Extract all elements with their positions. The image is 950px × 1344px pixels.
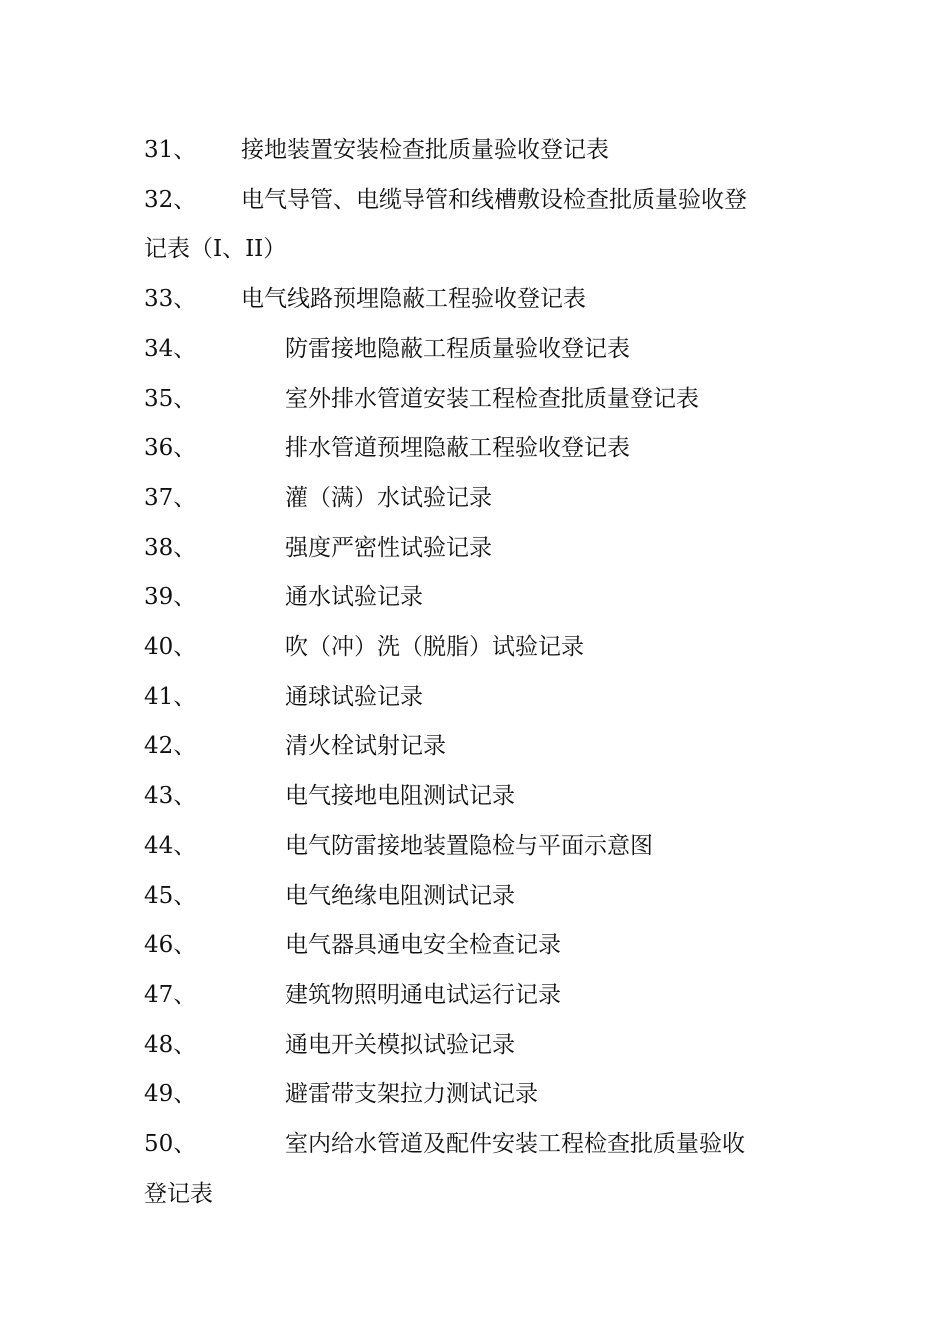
list-item	[144, 722, 814, 772]
item-number: 47、	[144, 981, 197, 1008]
item-number: 43、	[144, 783, 197, 810]
item-number: 42、	[144, 733, 197, 760]
list-item	[144, 375, 814, 425]
item-text: 吹（冲）洗（脱脂）试验记录	[285, 634, 584, 661]
list-item	[144, 126, 814, 176]
list-item	[144, 424, 814, 474]
item-text: 通球试验记录	[285, 683, 423, 710]
item-text: 电气绝缘电阻测试记录	[285, 882, 515, 909]
item-text: 接地装置安装检查批质量验收登记表	[241, 137, 609, 163]
list-item	[144, 1021, 814, 1071]
list-item	[144, 772, 814, 822]
item-number: 36、	[144, 435, 197, 462]
list-item	[144, 921, 814, 971]
item-number: 41、	[144, 683, 197, 710]
item-number: 48、	[144, 1031, 197, 1058]
item-number: 50、	[144, 1131, 197, 1158]
item-number: 35、	[144, 385, 197, 412]
item-text: 避雷带支架拉力测试记录	[285, 1081, 538, 1108]
record-list	[144, 126, 814, 1219]
list-item	[144, 524, 814, 574]
item-number: 32、	[144, 186, 197, 213]
item-text: 电气导管、电缆导管和线槽敷设检查批质量验收登	[241, 186, 747, 213]
list-item	[144, 474, 814, 524]
item-number: 40、	[144, 634, 197, 661]
item-text: 电气接地电阻测试记录	[285, 783, 515, 810]
item-number: 45、	[144, 882, 197, 909]
list-item	[144, 822, 814, 872]
item-text: 强度严密性试验记录	[285, 534, 492, 561]
list-item	[144, 971, 814, 1021]
list-item	[144, 573, 814, 623]
item-number: 37、	[144, 484, 197, 511]
list-item	[144, 275, 814, 325]
item-text: 电气防雷接地装置隐检与平面示意图	[285, 832, 653, 859]
list-item	[144, 1070, 814, 1120]
list-item	[144, 623, 814, 673]
item-text: 室内给水管道及配件安装工程检查批质量验收	[285, 1131, 745, 1158]
item-text: 电气器具通电安全检查记录	[285, 932, 561, 959]
item-text: 通水试验记录	[285, 584, 423, 611]
item-text-continuation: 记表（I、II）	[144, 236, 287, 263]
item-text: 防雷接地隐蔽工程质量验收登记表	[285, 335, 630, 362]
item-number: 46、	[144, 932, 197, 959]
item-text: 通电开关模拟试验记录	[285, 1031, 515, 1058]
list-item	[144, 872, 814, 922]
item-text: 灌（满）水试验记录	[285, 484, 492, 511]
list-item	[144, 673, 814, 723]
item-number: 31、	[144, 137, 197, 163]
item-number: 34、	[144, 335, 197, 362]
item-number: 39、	[144, 584, 197, 611]
item-text: 清火栓试射记录	[285, 733, 446, 760]
item-number: 38、	[144, 534, 197, 561]
item-number: 33、	[144, 286, 197, 313]
list-item	[144, 325, 814, 375]
list-item	[144, 176, 814, 226]
item-text: 电气线路预埋隐蔽工程验收登记表	[241, 286, 586, 313]
list-item	[144, 1120, 814, 1170]
item-text: 室外排水管道安装工程检查批质量登记表	[285, 385, 699, 412]
item-text: 建筑物照明通电试运行记录	[285, 981, 561, 1008]
item-number: 44、	[144, 832, 197, 859]
item-text-continuation: 登记表	[144, 1180, 213, 1207]
item-number: 49、	[144, 1081, 197, 1108]
item-text: 排水管道预埋隐蔽工程验收登记表	[285, 435, 630, 462]
